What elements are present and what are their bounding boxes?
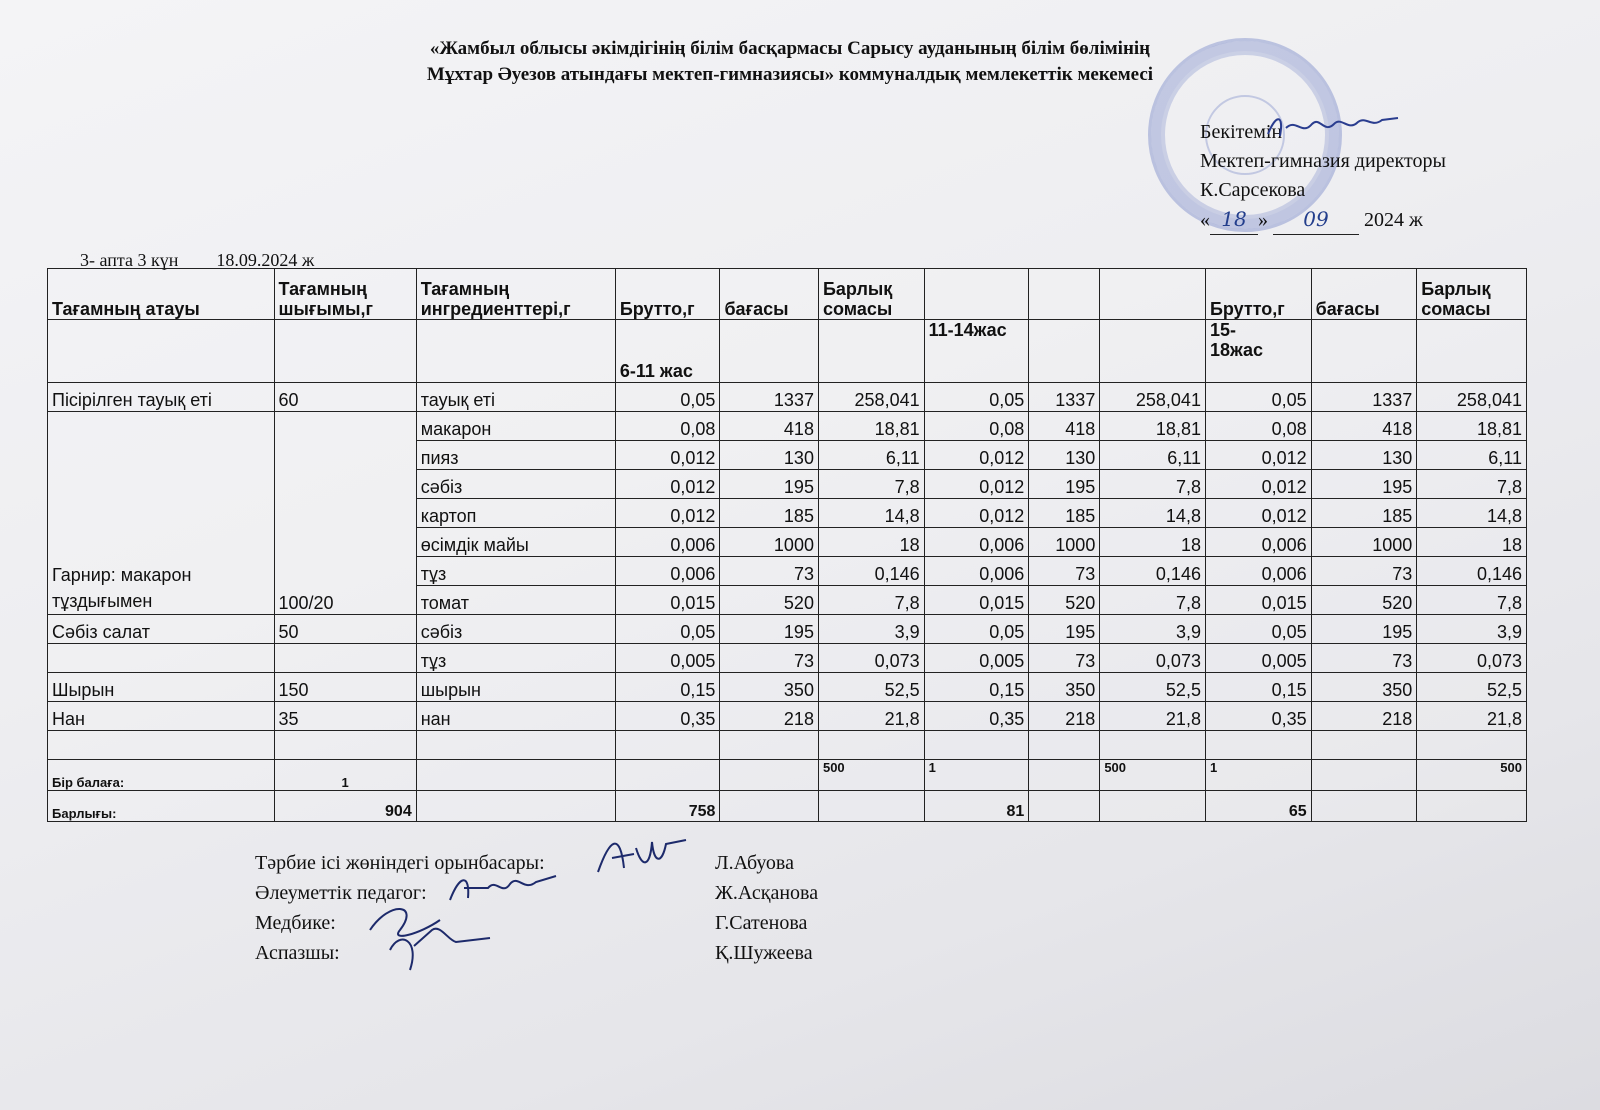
header-cell: Тағамның ингредиенттері,г — [416, 269, 615, 320]
value-cell: 0,006 — [924, 557, 1029, 586]
value-cell: 130 — [1029, 441, 1100, 470]
per-child-sum-3: 500 — [1417, 760, 1527, 791]
ingredient-cell: сәбіз — [416, 615, 615, 644]
value-cell: 52,5 — [1100, 673, 1206, 702]
value-cell: 21,8 — [1100, 702, 1206, 731]
value-cell: 0,146 — [1100, 557, 1206, 586]
value-cell: 1000 — [1029, 528, 1100, 557]
value-cell: 195 — [720, 470, 819, 499]
value-cell: 21,8 — [1417, 702, 1527, 731]
garnish-dish-cell: Гарнир: макарон тұздығымен — [48, 412, 275, 615]
value-cell: 185 — [1029, 499, 1100, 528]
value-cell: 0,35 — [924, 702, 1029, 731]
value-cell: 73 — [720, 644, 819, 673]
value-cell: 185 — [720, 499, 819, 528]
value-cell: 0,146 — [1417, 557, 1527, 586]
value-cell: 0,05 — [615, 383, 720, 412]
header-cell — [1100, 269, 1206, 320]
value-cell: 52,5 — [1417, 673, 1527, 702]
value-cell: 0,015 — [924, 586, 1029, 615]
age-group-15-18: 15-18жас — [1205, 320, 1311, 383]
value-cell: 218 — [1029, 702, 1100, 731]
per-child-row — [48, 760, 1527, 791]
value-cell: 0,006 — [615, 557, 720, 586]
deputy-signature — [590, 828, 690, 878]
empty-row — [48, 731, 1527, 760]
approval-date — [1200, 205, 1446, 235]
value-cell: 0,006 — [1205, 557, 1311, 586]
ingredient-cell: тұз — [416, 644, 615, 673]
value-cell: 350 — [1029, 673, 1100, 702]
table-row — [48, 615, 1527, 644]
value-cell: 14,8 — [1100, 499, 1206, 528]
value-cell: 195 — [1311, 470, 1417, 499]
ingredient-cell: нан — [416, 702, 615, 731]
value-cell: 218 — [1311, 702, 1417, 731]
value-cell: 520 — [720, 586, 819, 615]
value-cell: 18,81 — [1100, 412, 1206, 441]
value-cell: 0,006 — [924, 528, 1029, 557]
approval-title: Бекітемін — [1200, 121, 1283, 143]
value-cell: 18,81 — [1417, 412, 1527, 441]
ingredient-cell: тұз — [416, 557, 615, 586]
header-cell: Брутто,г — [615, 269, 720, 320]
signature-name: Л.Абуова — [715, 852, 794, 874]
header-cell — [1029, 269, 1100, 320]
menu-table — [47, 268, 1527, 822]
value-cell: 258,041 — [818, 383, 924, 412]
yield-cell: 50 — [274, 615, 416, 644]
value-cell: 0,15 — [1205, 673, 1311, 702]
value-cell: 0,012 — [1205, 470, 1311, 499]
value-cell: 0,15 — [615, 673, 720, 702]
value-cell: 350 — [720, 673, 819, 702]
value-cell: 350 — [1311, 673, 1417, 702]
signature-role: Медбике: — [255, 912, 336, 934]
signature-name: Ж.Асқанова — [715, 882, 819, 904]
value-cell: 1000 — [720, 528, 819, 557]
header-cell: бағасы — [720, 269, 819, 320]
value-cell: 14,8 — [1417, 499, 1527, 528]
ingredient-cell: картоп — [416, 499, 615, 528]
value-cell: 73 — [720, 557, 819, 586]
value-cell: 1000 — [1311, 528, 1417, 557]
ingredient-cell: томат — [416, 586, 615, 615]
value-cell: 7,8 — [1100, 470, 1206, 499]
per-child-label: Бір балаға: — [48, 760, 275, 791]
value-cell: 0,005 — [1205, 644, 1311, 673]
total-value-3: 81 — [924, 791, 1029, 822]
table-row — [48, 673, 1527, 702]
header-cell — [924, 269, 1029, 320]
value-cell: 73 — [1311, 644, 1417, 673]
value-cell: 418 — [1029, 412, 1100, 441]
yield-cell: 60 — [274, 383, 416, 412]
date-open-quote: « — [1200, 209, 1210, 231]
ingredient-cell: пияз — [416, 441, 615, 470]
value-cell: 73 — [1029, 557, 1100, 586]
value-cell: 195 — [1311, 615, 1417, 644]
total-value-4: 65 — [1205, 791, 1311, 822]
table-row — [48, 383, 1527, 412]
value-cell: 0,006 — [1205, 528, 1311, 557]
value-cell: 1337 — [720, 383, 819, 412]
value-cell: 18 — [1100, 528, 1206, 557]
table-row — [48, 702, 1527, 731]
ingredient-cell: өсімдік майы — [416, 528, 615, 557]
dish-cell: Шырын — [48, 673, 275, 702]
value-cell: 73 — [1311, 557, 1417, 586]
value-cell: 0,073 — [818, 644, 924, 673]
value-cell: 185 — [1311, 499, 1417, 528]
value-cell: 7,8 — [818, 470, 924, 499]
value-cell: 0,005 — [924, 644, 1029, 673]
nurse-cook-signature — [360, 890, 510, 980]
value-cell: 0,005 — [615, 644, 720, 673]
value-cell: 21,8 — [818, 702, 924, 731]
value-cell: 0,006 — [615, 528, 720, 557]
ingredient-cell: шырын — [416, 673, 615, 702]
per-child-sum-2: 500 — [1100, 760, 1206, 791]
per-child-count-2: 1 — [924, 760, 1029, 791]
value-cell: 0,08 — [924, 412, 1029, 441]
value-cell: 18 — [818, 528, 924, 557]
signature-role: Аспазшы: — [255, 942, 340, 964]
header-cell: Барлық сомасы — [818, 269, 924, 320]
table-body — [48, 383, 1527, 731]
value-cell: 52,5 — [818, 673, 924, 702]
value-cell: 0,35 — [1205, 702, 1311, 731]
value-cell: 130 — [1311, 441, 1417, 470]
value-cell: 258,041 — [1100, 383, 1206, 412]
value-cell: 6,11 — [1417, 441, 1527, 470]
per-child-count-3: 1 — [1205, 760, 1311, 791]
value-cell: 0,012 — [1205, 499, 1311, 528]
table-header-row — [48, 269, 1527, 320]
value-cell: 0,073 — [1100, 644, 1206, 673]
header-cell: Брутто,г — [1205, 269, 1311, 320]
value-cell: 0,012 — [924, 499, 1029, 528]
ingredient-cell: тауық еті — [416, 383, 615, 412]
value-cell: 7,8 — [1417, 586, 1527, 615]
per-child-sum-1: 500 — [818, 760, 924, 791]
value-cell: 195 — [1029, 470, 1100, 499]
value-cell: 3,9 — [818, 615, 924, 644]
garnish-yield-cell: 100/20 — [274, 412, 416, 615]
value-cell: 418 — [720, 412, 819, 441]
per-child-count: 1 — [274, 760, 416, 791]
value-cell: 18 — [1417, 528, 1527, 557]
value-cell: 0,05 — [1205, 615, 1311, 644]
date-day: 18 — [1210, 205, 1258, 235]
date-year: 2024 ж — [1364, 209, 1423, 231]
week-label: 3- апта 3 күн — [80, 250, 179, 270]
value-cell: 0,05 — [1205, 383, 1311, 412]
value-cell: 7,8 — [1417, 470, 1527, 499]
title-line-2: Мұхтар Әуезов атындағы мектеп-гимназиясы» коммуналдық мемлекеттік мекемесі — [426, 64, 1154, 85]
value-cell: 0,012 — [615, 441, 720, 470]
yield-cell: 35 — [274, 702, 416, 731]
value-cell: 7,8 — [818, 586, 924, 615]
value-cell: 0,012 — [615, 470, 720, 499]
value-cell: 3,9 — [1417, 615, 1527, 644]
value-cell: 520 — [1311, 586, 1417, 615]
value-cell: 73 — [1029, 644, 1100, 673]
document-title — [340, 36, 1240, 88]
value-cell: 6,11 — [1100, 441, 1206, 470]
value-cell: 0,05 — [615, 615, 720, 644]
value-cell: 0,015 — [615, 586, 720, 615]
value-cell: 0,146 — [818, 557, 924, 586]
total-value-2: 758 — [615, 791, 720, 822]
value-cell: 0,012 — [924, 470, 1029, 499]
value-cell: 520 — [1029, 586, 1100, 615]
total-row — [48, 791, 1527, 822]
value-cell: 7,8 — [1100, 586, 1206, 615]
value-cell: 0,05 — [924, 615, 1029, 644]
signature-name: Г.Сатенова — [715, 912, 808, 934]
value-cell: 1337 — [1311, 383, 1417, 412]
title-line-1: «Жамбыл облысы әкімдігінің білім басқармасы Сарысу ауданының білім бөлімінің — [429, 38, 1151, 59]
signature-role: Тәрбие ісі жөніндегі орынбасары: — [255, 852, 545, 874]
week-date: 18.09.2024 ж — [216, 250, 315, 270]
value-cell: 258,041 — [1417, 383, 1527, 412]
dish-cell: Нан — [48, 702, 275, 731]
ingredient-cell: макарон — [416, 412, 615, 441]
age-group-11-14: 11-14жас — [924, 320, 1029, 383]
total-value-1: 904 — [274, 791, 416, 822]
value-cell: 418 — [1311, 412, 1417, 441]
age-group-row — [48, 320, 1527, 383]
value-cell: 3,9 — [1100, 615, 1206, 644]
yield-cell: 150 — [274, 673, 416, 702]
dish-cell: Сәбіз салат — [48, 615, 275, 644]
age-group-6-11: 6-11 жас — [615, 320, 720, 383]
value-cell: 195 — [720, 615, 819, 644]
value-cell: 0,05 — [924, 383, 1029, 412]
value-cell: 6,11 — [818, 441, 924, 470]
value-cell: 0,012 — [1205, 441, 1311, 470]
date-close-quote: » — [1258, 209, 1268, 231]
value-cell: 0,012 — [615, 499, 720, 528]
value-cell: 0,35 — [615, 702, 720, 731]
approval-director: К.Сарсекова — [1200, 179, 1306, 201]
signature-name: Қ.Шужеева — [715, 942, 813, 964]
yield-cell — [274, 644, 416, 673]
table-row — [48, 412, 1527, 441]
dish-cell — [48, 644, 275, 673]
value-cell: 0,15 — [924, 673, 1029, 702]
value-cell: 0,08 — [1205, 412, 1311, 441]
value-cell: 218 — [720, 702, 819, 731]
table-row — [48, 644, 1527, 673]
director-signature — [1262, 108, 1402, 144]
value-cell: 14,8 — [818, 499, 924, 528]
dish-cell: Пісірілген тауық еті — [48, 383, 275, 412]
signature-role: Әлеуметтік педагог: — [255, 882, 427, 904]
value-cell: 1337 — [1029, 383, 1100, 412]
value-cell: 0,073 — [1417, 644, 1527, 673]
total-label: Барлығы: — [48, 791, 275, 822]
value-cell: 0,015 — [1205, 586, 1311, 615]
header-cell: Тағамның шығымы,г — [274, 269, 416, 320]
value-cell: 130 — [720, 441, 819, 470]
value-cell: 0,012 — [924, 441, 1029, 470]
value-cell: 195 — [1029, 615, 1100, 644]
header-cell: Барлық сомасы — [1417, 269, 1527, 320]
value-cell: 0,08 — [615, 412, 720, 441]
approval-position: Мектеп-гимназия директоры — [1200, 150, 1446, 172]
date-month: 09 — [1273, 205, 1359, 235]
header-cell: бағасы — [1311, 269, 1417, 320]
ingredient-cell: сәбіз — [416, 470, 615, 499]
header-cell: Тағамның атауы — [48, 269, 275, 320]
value-cell: 18,81 — [818, 412, 924, 441]
